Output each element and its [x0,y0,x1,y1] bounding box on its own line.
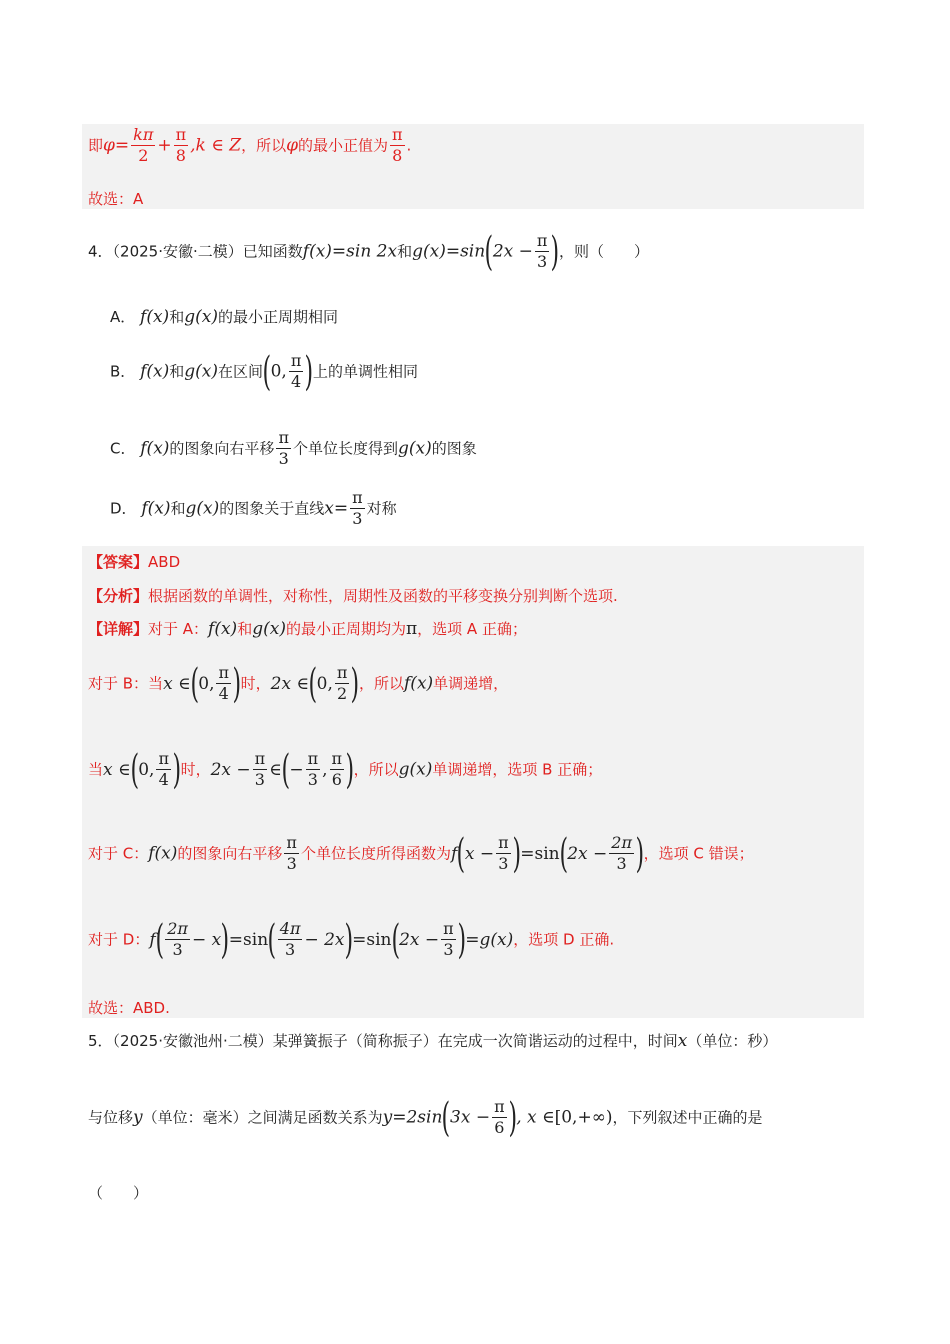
option-a[interactable]: A． f(x)和g(x)的最小正周期相同 [110,307,338,327]
question-4-stem: 4．（2025·安徽·二模）已知函数f(x)=sin 2x和g(x)=sin(2x − $\frac{\pi}{3}$ )，则（ ） [88,229,650,275]
fraction-pi-3: $\frac{\pi}{3}$ [536,231,548,271]
q4-answer: 【答案】ABD [88,553,181,571]
q4-analysis: 【分析】根据函数的单调性，对称性，周期性及函数的平移变换分别判断个选项. [88,587,618,605]
question-5-blank: （ ） [88,1184,149,1202]
q4-detail-d: 对于 D：f( $\frac{2\pi}{3}$ − x)=sin( $\frac{4\pi}{3}$ − 2x)=sin(2x − $\frac{\pi}{3}$ )=g(x)，选项 D 正确. [88,917,615,963]
option-d[interactable]: D． f(x)和g(x)的图象关于直线x= $\frac{\pi}{3}$ 对称 [110,488,397,528]
q4-detail-b-line1: 对于 B：当x ∈(0, $\frac{\pi}{4}$ )时，2x ∈(0, $\frac{\pi}{2}$ )，所以f(x)单调递增， [88,661,509,707]
fraction-kpi-2: $\frac{k\pi}{2}$ [133,125,154,165]
fraction-pi-4: $\frac{\pi}{4}$ [290,351,302,391]
prev-solution-line1: 即φ= $\frac{k\pi}{2}$ + $\frac{\pi}{8}$ ,k ∈ Z，所以φ的最小正值为 $\frac{\pi}{8}$ . [88,125,412,165]
fraction-pi-3-d: $\frac{\pi}{3}$ [352,488,363,528]
question-5-line1: 5．（2025·安徽池州·二模）某弹簧振子（简称振子）在完成一次简谐运动的过程中，时间x（单位：秒） [88,1031,778,1051]
fraction-pi-3-c: $\frac{\pi}{3}$ [278,428,289,468]
q4-detail-b-line2: 当x ∈(0, $\frac{\pi}{4}$ )时，2x − $\frac{\pi}{3}$ ∈(− $\frac{\pi}{3}$ , $\frac{\pi}{6}$ )，所以g(x)单调递增，选项 B 正确； [88,747,603,793]
q4-final-answer: 故选：ABD. [88,999,170,1017]
q4-detail-a: 【详解】对于 A：f(x)和g(x)的最小正周期均为π，选项 A 正确； [88,619,527,639]
fraction-pi-8: $\frac{\pi}{8}$ [175,125,187,165]
option-b[interactable]: B． f(x)和g(x)在区间(0, $\frac{\pi}{4}$ )上的单调性相同 [110,349,418,395]
fraction-pi-8-min: $\frac{\pi}{8}$ [392,125,403,165]
question-5-line2: 与位移y（单位：毫米）之间满足函数关系为y=2sin(3x − $\frac{\pi}{6}$ ), x ∈[0,+∞)，下列叙述中正确的是 [88,1095,763,1141]
option-c[interactable]: C． f(x)的图象向右平移 $\frac{\pi}{3}$ 个单位长度得到g(x)的图象 [110,428,477,468]
prev-solution-answer: 故选：A [88,190,144,208]
q4-detail-c: 对于 C：f(x)的图象向右平移 $\frac{\pi}{3}$ 个单位长度所得函数为f(x − $\frac{\pi}{3}$ )=sin(2x − $\frac{2\pi}{3}$ )，选项 C 错误； [88,831,754,877]
